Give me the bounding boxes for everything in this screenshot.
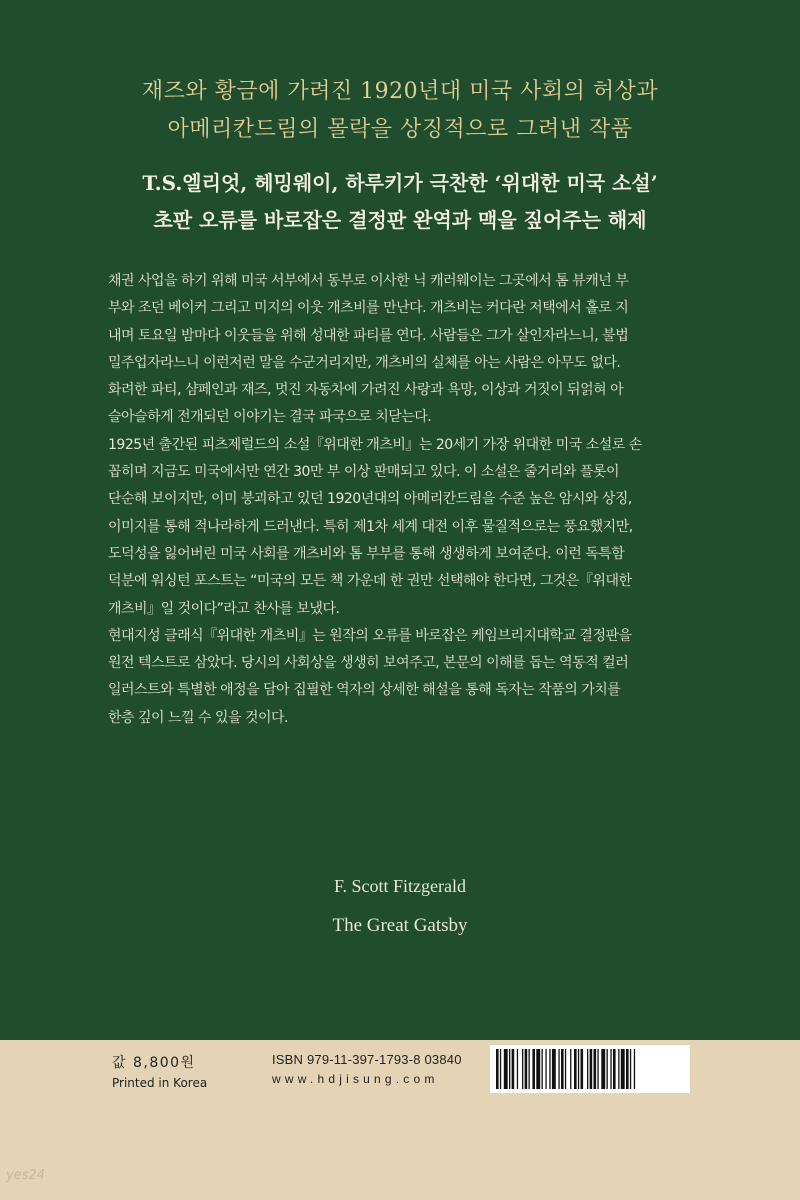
barcode-stripe [594, 1049, 597, 1089]
barcode-stripe [587, 1049, 588, 1089]
subhead-line-1: T.S.엘리엇, 헤밍웨이, 하루키가 극찬한 ‘위대한 미국 소설’ [142, 171, 658, 195]
synopsis-line: 부와 조던 베이커 그리고 미지의 이웃 개츠비를 만난다. 개츠비는 커다란 저택에서 홀로 지 [108, 300, 629, 317]
barcode-stripe [545, 1049, 546, 1089]
synopsis-line: 도덕성을 잃어버린 미국 사회를 개츠비와 톰 부부를 통해 생생하게 보여준다. 이런 독특함 [108, 545, 625, 562]
barcode-stripe [532, 1049, 535, 1089]
barcode-stripe [574, 1049, 577, 1089]
synopsis-paragraph [108, 432, 698, 623]
synopsis-line: 덕분에 워싱턴 포스트는 “미국의 모든 책 가운데 한 권만 선택해야 한다면, 그것은『위대한 [108, 573, 632, 590]
barcode-stripe [552, 1049, 556, 1089]
barcode-stripe [558, 1049, 559, 1089]
barcode-stripe [549, 1049, 550, 1089]
synopsis-line: 화려한 파티, 샴페인과 재즈, 멋진 자동차에 가려진 사랑과 욕망, 이상과 거짓이 뒤얽혀 아 [108, 382, 624, 399]
barcode-stripe [601, 1049, 605, 1089]
barcode-stripe [581, 1049, 584, 1089]
book-title: The Great Gatsby [332, 915, 468, 936]
barcode-stripe [613, 1049, 616, 1089]
synopsis-line: 원전 텍스트로 삼았다. 당시의 사회상을 생생히 보여주고, 본문의 이해를 돕는 역동적 컬러 [108, 655, 629, 672]
subhead-line-2: 초판 오류를 바로잡은 결정판 완역과 맥을 짚어주는 해제 [153, 208, 647, 232]
synopsis-line: 한층 깊이 느낄 수 있을 것이다. [108, 709, 288, 726]
watermark-logo: yes24 [6, 1168, 46, 1183]
synopsis-paragraph [108, 623, 698, 732]
barcode-stripe [536, 1049, 540, 1089]
headline-line-1: 재즈와 황금에 가려진 1920년대 미국 사회의 허상과 [141, 79, 659, 104]
synopsis-line: 현대지성 클래식『위대한 개츠비』는 원작의 오류를 바로잡은 케임브리지대학교 결정판을 [108, 627, 632, 644]
printed-in-label: Printed in Korea [112, 1076, 208, 1090]
barcode-stripe [525, 1049, 528, 1089]
barcode-stripe [522, 1049, 523, 1089]
barcode-stripe [504, 1049, 508, 1089]
barcode-stripe [561, 1049, 564, 1089]
headline-line-2: 아메리칸드림의 몰락을 상징적으로 그려낸 작품 [167, 117, 633, 142]
barcode-stripe [578, 1049, 579, 1089]
barcode-stripe [496, 1049, 499, 1089]
barcode-stripe [597, 1049, 598, 1089]
synopsis-paragraph [108, 268, 698, 432]
barcode-stripe [607, 1049, 608, 1089]
barcode-stripe [610, 1049, 611, 1089]
isbn-label: ISBN 979-11-397-1793-8 03840 [272, 1052, 462, 1067]
barcode-stripe [542, 1049, 543, 1089]
synopsis-line: 이미지를 통해 적나라하게 드러낸다. 특히 제1차 세계 대전 이후 물질적으로는 풍요했지만, [108, 518, 633, 535]
barcode-stripe [509, 1049, 510, 1089]
synopsis-line: 내며 토요일 밤마다 이웃들을 위해 성대한 파티를 연다. 사람들은 그가 살인자라느니, 불법 [108, 327, 629, 344]
synopsis-body [108, 268, 698, 732]
barcode-stripe [618, 1049, 619, 1089]
isbn-block [272, 1052, 462, 1086]
barcode-icon [490, 1045, 690, 1093]
barcode-stripe [621, 1049, 625, 1089]
barcode-stripe [565, 1049, 566, 1089]
price-block [112, 1052, 207, 1090]
barcode-stripe [512, 1049, 515, 1089]
barcode-stripe [529, 1049, 530, 1089]
synopsis-line: 밀주업자라느니 이런저런 말을 수군거리지만, 개츠비의 실체를 아는 사람은 아무도 없다. [108, 354, 621, 371]
synopsis-line: 1925년 출간된 피츠제럴드의 소설『위대한 개츠비』는 20세기 가장 위대한 미국 소설로 손 [108, 436, 642, 453]
barcode-stripe [570, 1049, 571, 1089]
synopsis-line: 채권 사업을 하기 위해 미국 서부에서 동부로 이사한 닉 캐러웨이는 그곳에서 톰 뷰캐넌 부 [108, 273, 629, 289]
website-label: www.hdjisung.com [272, 1072, 439, 1086]
barcode-stripe [500, 1049, 501, 1089]
barcode-stripe [590, 1049, 593, 1089]
barcode-stripe [626, 1049, 629, 1089]
barcode-stripe [517, 1049, 518, 1089]
price-label: 값 8,800원 [112, 1055, 196, 1071]
author-name: F. Scott Fitzgerald [333, 876, 467, 896]
barcode-stripe [634, 1049, 635, 1089]
barcode-image [490, 1045, 690, 1093]
synopsis-line: 슬아슬하게 전개되던 이야기는 결국 파국으로 치닫는다. [108, 409, 432, 426]
synopsis-line: 개츠비』일 것이다”라고 찬사를 보냈다. [108, 600, 340, 617]
barcode-stripe [630, 1049, 631, 1089]
synopsis-line: 일러스트와 특별한 애정을 담아 집필한 역자의 상세한 해설을 통해 독자는 작품의 가치를 [108, 682, 621, 699]
synopsis-line: 단순해 보이지만, 이미 붕괴하고 있던 1920년대의 아메리칸드림을 수준 높은 암시와 상징, [108, 491, 632, 508]
synopsis-line: 꼽히며 지금도 미국에서만 연간 30만 부 이상 판매되고 있다. 이 소설은 줄거리와 플롯이 [108, 464, 619, 481]
